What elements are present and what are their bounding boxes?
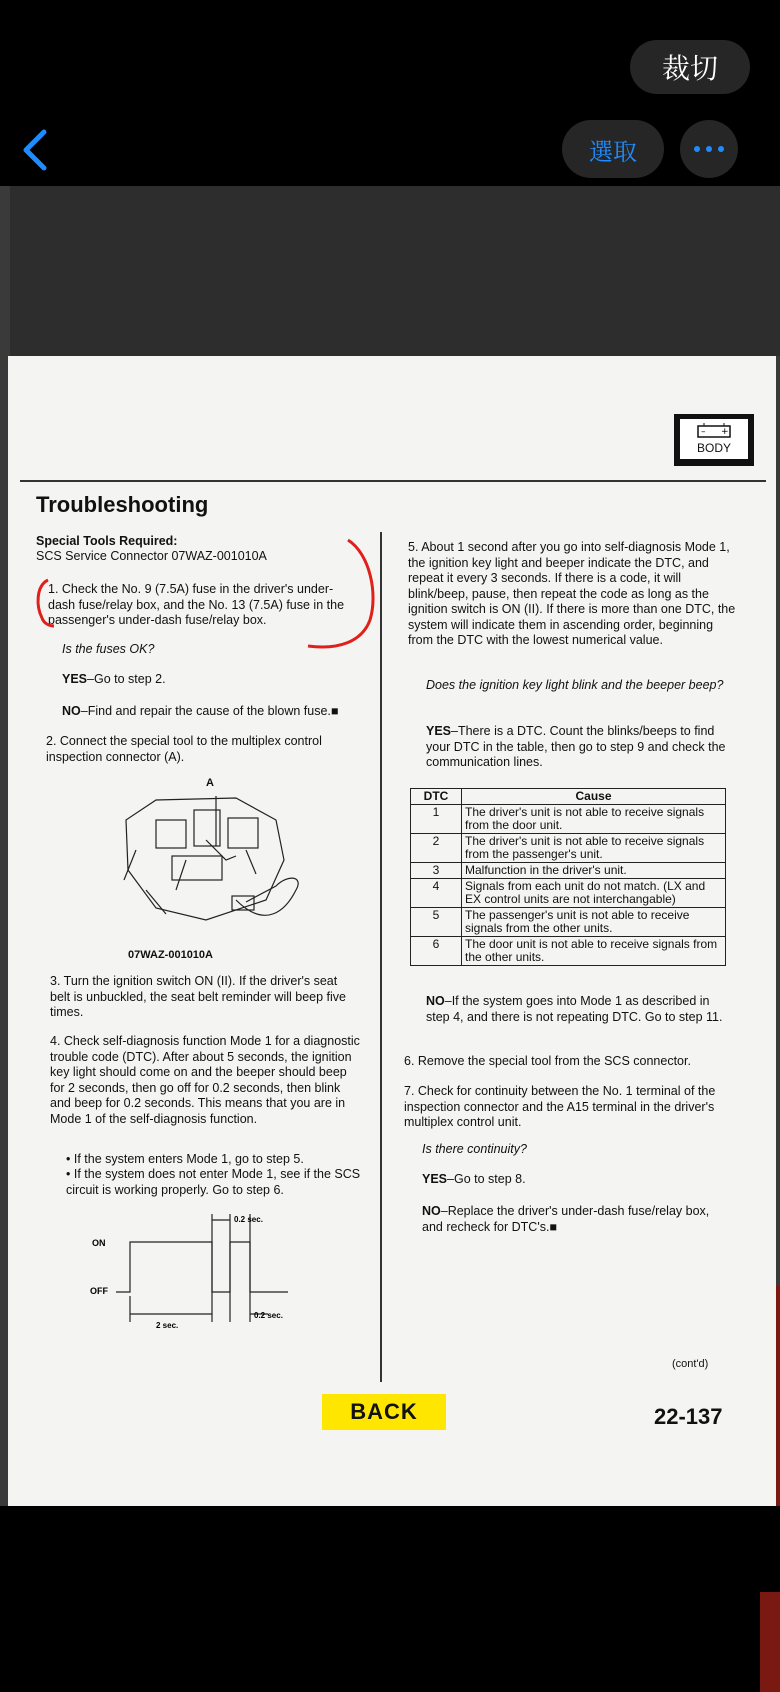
wave-02b-label: 0.2 sec. <box>254 1311 283 1320</box>
header-rule <box>20 480 766 482</box>
figure-tool-label: 07WAZ-001010A <box>128 949 213 961</box>
column-divider <box>380 532 382 1382</box>
no-7: NO–Replace the driver's under-dash fuse/relay box, and recheck for DTC's.■ <box>422 1204 710 1234</box>
wave-on-label: ON <box>92 1238 106 1248</box>
no-5: NO–If the system goes into Mode 1 as described in step 4, and there is not repeating DTC. Go to step 11. <box>426 994 723 1024</box>
table-row: 2 The driver's unit is not able to receive signals from the passenger's unit. <box>411 834 726 863</box>
bottom-bar <box>0 1506 780 1592</box>
back-button[interactable]: BACK <box>322 1394 446 1430</box>
special-tools-heading: Special Tools Required: <box>36 534 178 548</box>
yes-5: YES–There is a DTC. Count the blinks/beeps to find your DTC in the table, then go to step 9 and check the communication lines. <box>426 724 726 769</box>
more-dots-icon <box>694 146 700 152</box>
dtc-table <box>410 788 726 966</box>
back-chevron-icon[interactable] <box>18 128 54 172</box>
table-row: 6 The door unit is not able to receive signals from the other units. <box>411 937 726 966</box>
continued-label: (cont'd) <box>672 1358 709 1370</box>
header-dtc: DTC <box>411 789 462 805</box>
wave-02a-label: 0.2 sec. <box>234 1215 263 1224</box>
battery-icon <box>694 422 734 438</box>
step-2: 2. Connect the special tool to the multiplex control inspection connector (A). <box>46 734 322 764</box>
step-1: 1. Check the No. 9 (7.5A) fuse in the driver's under-dash fuse/relay box, and the No. 13 (7.5A) fuse in the passenger's under-dash fuse/relay box. <box>48 582 345 627</box>
step-5: 5. About 1 second after you go into self-diagnosis Mode 1, the ignition key light and beeper indicate the DTC, and repeat it every 3 seconds. If there is a code, it will blink/beep, pause, then repeat the code as long as the ignition switch is ON (II). If there is more than one DTC, the system will indicate them in ascending order, beginning from the DTC with the lowest numerical value. <box>408 540 736 647</box>
red-annotation <box>8 534 388 654</box>
yes-1: YES–Go to step 2. <box>62 672 166 686</box>
table-row: 4 Signals from each unit do not match. (LX and EX control units are not interchangable) <box>411 879 726 908</box>
yes-7: YES–Go to step 8. <box>422 1172 526 1186</box>
crop-button[interactable]: 裁切 <box>630 40 750 94</box>
photo-viewer-topbar <box>0 0 780 186</box>
page-title: Troubleshooting <box>36 492 209 517</box>
table-row: 5 The passenger's unit is not able to receive signals from the other units. <box>411 908 726 937</box>
step-4: 4. Check self-diagnosis function Mode 1 for a diagnostic trouble code (DTC). After about 5 seconds, the ignition key light should come on and the beeper should beep for 2 seconds, then go off for 0.2 seconds, then blink and beep for 0.2 seconds. This means that you are in Mode 1 of the self-diagnosis function. <box>50 1034 360 1126</box>
svg-text:+: + <box>721 427 729 437</box>
manual-page <box>8 356 776 1506</box>
select-button[interactable]: 選取 <box>562 120 664 178</box>
page-number: 22-137 <box>654 1404 723 1429</box>
monitor-dark-area <box>10 186 780 356</box>
table-header-row <box>411 789 726 805</box>
bullet-1: • If the system enters Mode 1, go to step 5. <box>66 1152 304 1166</box>
no-1: NO–Find and repair the cause of the blown fuse.■ <box>62 704 339 718</box>
step-7: 7. Check for continuity between the No. 1 terminal of the inspection connector and the A15 terminal in the driver's multiplex control unit. <box>404 1084 716 1129</box>
bullet-2: • If the system does not enter Mode 1, see if the SCS circuit is working properly. Go to step 6. <box>66 1167 361 1197</box>
header-cause: Cause <box>462 789 726 805</box>
question-1: Is the fuses OK? <box>62 642 155 656</box>
wave-2sec-label: 2 sec. <box>156 1321 179 1330</box>
svg-text:–: – <box>701 427 706 437</box>
table-row: 1 The driver's unit is not able to receive signals from the door unit. <box>411 805 726 834</box>
table-row: 3 Malfunction in the driver's unit. <box>411 863 726 879</box>
connector-figure <box>116 790 306 950</box>
more-options-button[interactable] <box>680 120 738 178</box>
step-6: 6. Remove the special tool from the SCS connector. <box>404 1054 691 1068</box>
wave-off-label: OFF <box>90 1286 108 1296</box>
figure-label-a: A <box>206 777 214 789</box>
badge-label: BODY <box>696 441 731 455</box>
special-tools-item: SCS Service Connector 07WAZ-001010A <box>36 549 267 563</box>
body-badge <box>674 414 754 466</box>
question-7: Is there continuity? <box>422 1142 527 1156</box>
timing-waveform <box>88 1210 318 1340</box>
question-5: Does the ignition key light blink and the beeper beep? <box>426 678 724 692</box>
step-3: 3. Turn the ignition switch ON (II). If the driver's seat belt is unbuckled, the seat belt reminder will beep five times. <box>50 974 346 1019</box>
